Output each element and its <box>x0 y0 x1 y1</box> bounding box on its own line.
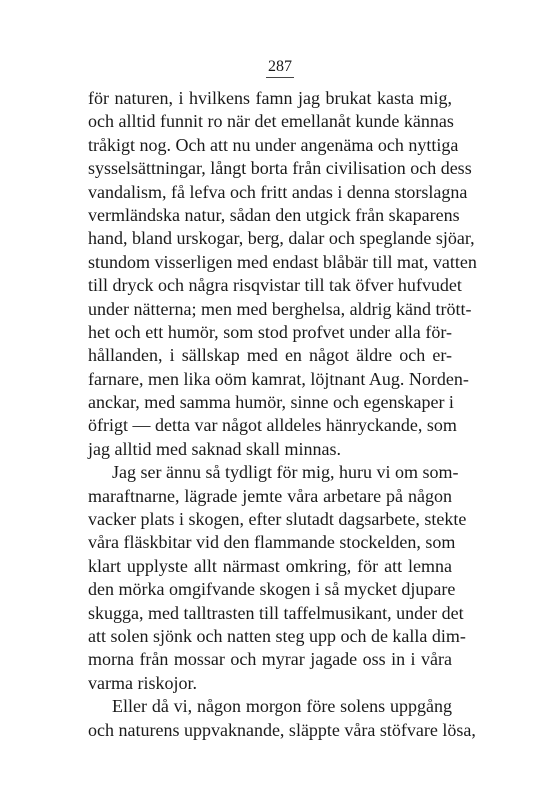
paragraph <box>88 695 476 742</box>
text-line: het och ett humör, som stod profvet under alla för- <box>88 321 452 342</box>
text-line: hållanden, i sällskap med en något äldre och er- <box>88 345 452 366</box>
text-line: vacker plats i skogen, efter slutadt dagsarbete, stekte <box>88 509 467 530</box>
text-line: jag alltid med saknad skall minnas. <box>88 438 341 459</box>
text-line: till dryck och några risqvistar till tak öfver hufvudet <box>88 275 462 296</box>
text-line: våra fläskbitar vid den flammande stockelden, som <box>88 532 456 553</box>
paragraph <box>88 87 477 461</box>
text-line: skugga, med talltrasten till taffelmusikant, under det <box>88 602 464 623</box>
text-line: Jag ser ännu så tydligt för mig, huru vi om som- <box>112 462 459 483</box>
text-line: vandalism, få lefva och fritt andas i denna storslagna <box>88 181 468 202</box>
text-line: farnare, men lika oöm kamrat, löjtnant Aug. Norden- <box>88 368 469 389</box>
text-line: maraftnarne, lägrade jemte våra arbetare på någon <box>88 485 452 506</box>
text-line: den mörka omgifvande skogen i så mycket djupare <box>88 579 456 600</box>
body-text <box>88 87 477 742</box>
text-line: under nätterna; men med berghelsa, aldrig känd trött- <box>88 298 472 319</box>
page-number-text: 287 <box>266 58 294 78</box>
page-number <box>0 58 560 78</box>
text-line: tråkigt nog. Och att nu under angenäma och nyttiga <box>88 134 459 155</box>
text-line: för naturen, i hvilkens famn jag brukat kasta mig, <box>88 88 452 108</box>
text-line: varma riskojor. <box>88 672 197 693</box>
paragraph <box>88 461 467 695</box>
text-line: stundom visserligen med endast blåbär till mat, vatten <box>88 251 477 272</box>
text-line: sysselsättningar, långt borta från civilisation och dess <box>88 158 472 179</box>
text-line: Eller då vi, någon morgon före solens uppgång <box>112 696 452 717</box>
text-line: vermländska natur, sådan den utgick från skaparens <box>88 204 460 225</box>
text-line: klart upplyste allt närmast omkring, för att lemna <box>88 555 452 576</box>
text-line: öfrigt — detta var något alldeles hänryckande, som <box>88 415 457 436</box>
text-line: hand, bland urskogar, berg, dalar och speglande sjöar, <box>88 228 475 249</box>
text-line: och alltid funnit ro när det emellanåt kunde kännas <box>88 111 454 132</box>
text-line: och naturens uppvaknande, släppte våra stöfvare lösa, <box>88 719 476 740</box>
text-line: att solen sjönk och natten steg upp och de kalla dim- <box>88 625 466 646</box>
text-line: morna från mossar och myrar jagade oss in i våra <box>88 649 452 670</box>
text-line: anckar, med samma humör, sinne och egenskaper i <box>88 392 454 413</box>
